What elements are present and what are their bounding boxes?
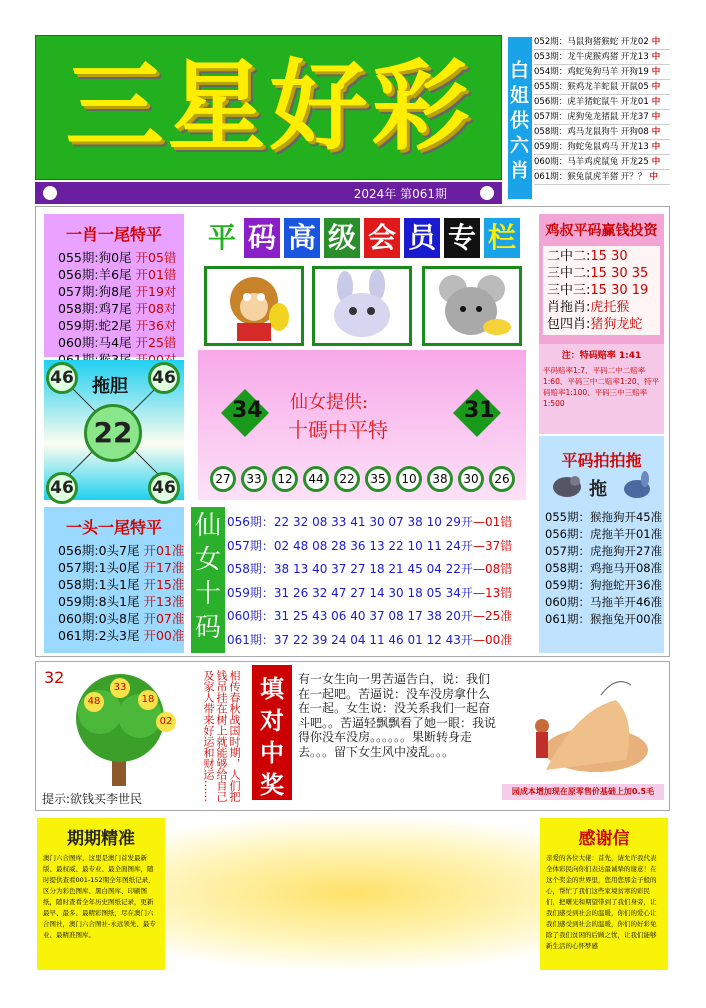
drag-row: 058期：鸡拖马开08准 [545, 561, 663, 575]
fairy-line1: 仙女提供: [290, 392, 369, 413]
row-key: 二中二: [547, 249, 591, 264]
result-row [44, 334, 184, 351]
row-label: 060期:0头8尾 [58, 611, 140, 626]
prediction-row [534, 140, 670, 155]
investment-rows [543, 246, 660, 335]
row-result: 开01错 [135, 267, 177, 282]
odds-head: 注：特码赔率 1:41 [561, 351, 642, 361]
prediction-list [534, 35, 670, 200]
prediction-text: 056期：虎羊猪蛇鼠牛 开龙01 [534, 97, 649, 107]
title-char: 会 [364, 218, 400, 258]
hit-mark: 中 [649, 172, 658, 182]
prediction-text: 059期：狗蛇兔鼠鸡马 开龙13 [534, 142, 649, 152]
row-label: 058期:1头1尾 [58, 577, 140, 592]
drag-rows [539, 509, 664, 628]
coin: 33 [110, 678, 130, 698]
drag-animals [539, 471, 664, 505]
investment-row [547, 265, 656, 282]
row-label: 061期:2头3尾 [58, 628, 140, 643]
left-number: 34 [232, 398, 263, 423]
odds-box [539, 344, 664, 434]
monkey-picture [204, 266, 304, 346]
prediction-text: 054期：鸡蛇兔狗马羊 开狗19 [534, 67, 649, 77]
title-char: 员 [404, 218, 440, 258]
result-row [44, 300, 184, 317]
drag-row: 056期：虎拖羊开01准 [545, 527, 663, 541]
hit-mark: 中 [651, 142, 661, 152]
ten-numbers: 060期：31 25 43 06 40 37 08 17 38 20开 [227, 609, 473, 623]
drag-row: 055期：猴拖狗开45准 [545, 510, 663, 524]
row-label: 059期:8头1尾 [58, 594, 140, 609]
row-result: 开05错 [135, 250, 177, 265]
prediction-text: 061期：猴兔鼠虎羊猪 开？？ [534, 172, 647, 182]
ten-result: —01错 [472, 515, 513, 529]
box-title: 一肖一尾特平 [65, 225, 162, 244]
number-ball: 38 [427, 466, 453, 492]
hit-mark: 中 [651, 82, 661, 92]
result-row [44, 559, 184, 576]
rat-picture [422, 266, 522, 346]
title-char: 专 [444, 218, 480, 258]
thank-you-box [540, 818, 668, 970]
row-label: 057期:狗8尾 [58, 284, 132, 299]
box-title: 鸡叔平码赢钱投资 [545, 223, 658, 239]
investment-row [547, 316, 656, 333]
drag-row: 057期：虎拖狗开27准 [545, 544, 663, 558]
row-key: 肖拖肖: [547, 300, 591, 315]
dot-icon [480, 186, 494, 200]
drag-row: 061期：猴拖兔开00准 [545, 612, 663, 626]
tree-number: 32 [44, 668, 65, 687]
result-row [44, 266, 184, 283]
row-label: 057期:1头0尾 [58, 560, 140, 575]
ten-result: —13错 [472, 585, 513, 600]
prediction-text: 052期：马鼠狗猪猴蛇 开龙02 [534, 37, 649, 47]
row-result: 开07准 [143, 611, 185, 626]
rabbit-icon [619, 471, 655, 501]
number-ball: 22 [334, 466, 360, 492]
box-title: 期期精准 [67, 829, 135, 849]
row-result: 开00准 [143, 628, 185, 643]
rat-icon [549, 471, 585, 501]
hit-mark: 中 [651, 52, 661, 62]
number-ball: 35 [365, 466, 391, 492]
ten-row [227, 535, 527, 559]
prediction-row [534, 65, 670, 80]
row-key: 包四肖: [547, 317, 591, 332]
issue-number: 2024年 第061期 [353, 187, 447, 201]
page-title: 三星好彩 [65, 50, 474, 164]
result-row [44, 576, 184, 593]
corner-ball: 46 [148, 362, 180, 394]
title-char: 级 [324, 218, 360, 258]
result-rows [44, 542, 184, 644]
prediction-text: 053期：龙牛虎猴鸡猪 开龙13 [534, 52, 649, 62]
fairy-line2: 十碼中平特 [288, 418, 388, 442]
ten-code-label: 仙女十码 [191, 507, 225, 653]
coin: 02 [156, 712, 176, 732]
investment-row [547, 299, 656, 316]
number-ball: 44 [303, 466, 329, 492]
zodiac-pictures [198, 262, 526, 350]
row-value: 15 30 [590, 249, 628, 264]
number-ball: 30 [458, 466, 484, 492]
prediction-row [534, 35, 670, 50]
tree-hint: 提示:欲钱买李世民 [42, 792, 143, 806]
title-char: 码 [244, 218, 280, 258]
row-result: 开13准 [143, 594, 185, 609]
result-row [44, 317, 184, 334]
one-zodiac-one-tail-box [44, 214, 184, 357]
drag-row: 060期：马拖羊开46准 [545, 595, 663, 609]
box-title: 平码拍拍拖 [561, 451, 642, 470]
ten-code-rows [227, 511, 527, 652]
number-ball: 27 [210, 466, 236, 492]
drag-box [44, 360, 184, 500]
result-row [44, 610, 184, 627]
row-value: 15 30 35 [590, 266, 649, 281]
prediction-text: 058期：鸡马龙鼠狗牛 开狗08 [534, 127, 649, 137]
row-label: 055期:狗0尾 [58, 250, 132, 265]
joke-story: 有一女生向一男苦逼告白，说：我们在一起吧。苦逼说：没车没房拿什么在一起。女生说：没关系我们一起奋斗吧。。苦逼轻飘飘看了她一眼：我说得你没车没房。。。。。。果断转身走去。。。留下女生风中凌乱。。。 [298, 672, 497, 759]
legend-text: 相传春秋战国时期，人们把钱吊挂在树上就能够给自己及家人带来好运和财运…… [202, 670, 241, 802]
ten-numbers: 059期：31 26 32 47 27 14 30 18 05 34开 [227, 585, 473, 600]
center-ball: 22 [84, 404, 142, 462]
number-ball: 12 [272, 466, 298, 492]
box-title: 感谢信 [578, 829, 630, 849]
rabbit-picture [312, 266, 412, 346]
money-tree [40, 666, 190, 808]
ten-row [227, 511, 527, 535]
ten-result: —25准 [472, 609, 513, 623]
box-title: 一头一尾特平 [65, 518, 162, 537]
ten-row [227, 582, 527, 606]
drag-word: 拖 [589, 479, 607, 500]
row-result: 开19对 [135, 284, 177, 299]
prediction-row [534, 80, 670, 95]
prediction-row [534, 50, 670, 65]
header-banner [35, 35, 502, 180]
title-char: 栏 [484, 218, 520, 258]
ten-row [227, 558, 527, 582]
row-label: 056期:羊6尾 [58, 267, 132, 282]
chicken-uncle-box [539, 214, 664, 344]
one-head-one-tail-box [44, 507, 184, 653]
number-ball: 10 [396, 466, 422, 492]
prediction-row [534, 110, 670, 125]
ten-numbers: 057期：02 48 08 28 36 13 22 10 11 24开 [227, 538, 473, 553]
prediction-text: 057期：虎狗兔龙猪鼠 开龙37 [534, 112, 649, 122]
row-result: 开36对 [135, 318, 177, 333]
box-text: 亲爱的各位大佬：首先，请允许我代表全体彩民向你们表达最诚挚的谢意！在这个奖金的世界里，您用您那金子般的心，帮忙了我们这些家境贫寒的彩民们，把曙光和期望带到了我们身旁，让我们感受到社会的温暖，你们的爱心让我们感受到社会的温暖，你们的好彩免除了我们贫困的后顾之忧，让我们能够新生活的心怀梦感 [546, 854, 657, 950]
ten-result: —00准 [472, 632, 513, 647]
row-value: 猪狗龙蛇 [590, 317, 643, 332]
prediction-text: 060期：马羊鸡虎鼠兔 开龙25 [534, 157, 649, 167]
row-result: 开17准 [143, 560, 185, 575]
hit-mark: 中 [651, 127, 661, 137]
corner-ball: 46 [46, 472, 78, 504]
result-row [44, 593, 184, 610]
result-row [44, 283, 184, 300]
couple-picture [506, 670, 662, 780]
hit-mark: 中 [651, 157, 661, 167]
hit-mark: 中 [651, 67, 661, 77]
ten-numbers: 056期：22 32 08 33 41 30 07 38 10 29开 [227, 515, 473, 529]
drag-label: 拖胆 [92, 376, 128, 397]
coin: 48 [84, 692, 104, 712]
title-char: 平 [204, 218, 240, 258]
accurate-box [37, 818, 165, 970]
result-rows [44, 249, 184, 368]
side-tag: 白姐供六肖 [508, 37, 532, 199]
hit-mark: 中 [651, 37, 661, 47]
ten-numbers: 058期：38 13 40 37 27 18 21 45 04 22开 [227, 562, 473, 576]
ten-row [227, 605, 527, 629]
title-char: 高 [284, 218, 320, 258]
investment-row [547, 282, 656, 299]
hit-mark: 中 [651, 97, 661, 107]
ten-numbers: 061期：37 22 39 24 04 11 46 01 12 43开 [227, 632, 473, 647]
right-number: 31 [464, 398, 495, 423]
row-label: 056期:0头7尾 [58, 543, 140, 558]
drag-row: 059期：狗拖蛇开36准 [545, 578, 663, 592]
number-ball: 33 [241, 466, 267, 492]
row-value: 虎托猴 [590, 300, 630, 315]
row-key: 三中二: [547, 266, 591, 281]
row-result: 开25错 [135, 335, 177, 350]
dot-icon [43, 186, 57, 200]
corner-ball: 46 [46, 362, 78, 394]
ten-row [227, 629, 527, 653]
row-result: 开08对 [135, 301, 177, 316]
prediction-row [534, 170, 670, 185]
row-label: 059期:蛇2尾 [58, 318, 132, 333]
row-result: 开01准 [143, 543, 185, 558]
ten-result: —37错 [472, 538, 513, 553]
coin: 18 [138, 690, 158, 710]
row-key: 三中三: [547, 283, 591, 298]
number-ball: 26 [489, 466, 515, 492]
issue-bar [35, 182, 502, 204]
box-text: 澳门六合图库，这里是澳门首发最新版、最权威、最专业、最全面图库，随时提供查看001-152期全年图纸记录，区分为彩色图库、黑白图库、印刷图纸，随时查看全年历史图纸记录，更新最早、最多、最精彩图纸，尽在澳门六合图社，澳门六合图社-永远领先、最专业、最精准图库。 [43, 854, 156, 939]
prediction-row [534, 125, 670, 140]
result-row [44, 542, 184, 559]
prediction-row [534, 95, 670, 110]
flat-code-drag-box [539, 436, 664, 653]
prediction-row [534, 155, 670, 170]
corner-ball: 46 [148, 472, 180, 504]
member-column-title [198, 214, 526, 264]
fill-win-label: 填对中奖 [252, 665, 292, 800]
price-note: 园成本增加现在原零售价基础上加0.5毛 [502, 784, 664, 800]
prediction-text: 055期：猴鸡龙羊蛇鼠 开鼠05 [534, 82, 649, 92]
hit-mark: 中 [651, 112, 661, 122]
result-row [44, 627, 184, 644]
row-result: 开15准 [143, 577, 185, 592]
row-label: 058期:鸡7尾 [58, 301, 132, 316]
odds-body: 平码赔率1:7、平码二中二赔率1:60、平码三中二赔率1:20、特平码赔率1:100、平码三中三赔率1:500 [543, 366, 660, 408]
investment-row [547, 248, 656, 265]
result-row [44, 249, 184, 266]
ten-result: —08错 [472, 562, 513, 576]
row-label: 060期:马4尾 [58, 335, 132, 350]
row-value: 15 30 19 [590, 283, 649, 298]
